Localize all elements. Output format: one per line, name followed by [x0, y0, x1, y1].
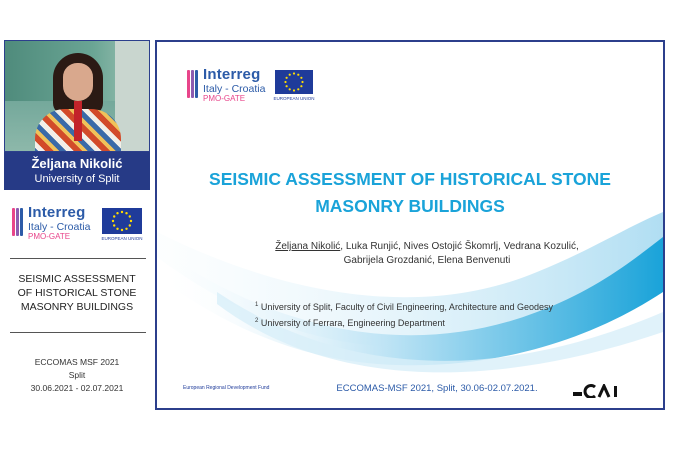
interreg-brand: Interreg — [28, 204, 86, 221]
fund-label: European Regional Development Fund — [183, 385, 270, 391]
sidebar-title-line: SEISMIC ASSESSMENT — [18, 273, 136, 285]
speaker-lanyard — [74, 101, 82, 141]
eccomas-logo-icon — [573, 384, 623, 398]
author-list — [227, 240, 627, 268]
interreg-project: PMO-GATE — [28, 232, 71, 241]
event-city: Split — [68, 370, 86, 380]
event-dates: 30.06.2021 - 02.07.2021 — [30, 383, 124, 393]
interreg-program: Italy - Croatia — [28, 221, 91, 233]
affiliation-text: University of Split, Faculty of Civil Engineering, Architecture and Geodesy — [260, 302, 553, 312]
co-authors-line-2: Gabrijela Grozdanić, Elena Benvenuti — [343, 255, 511, 266]
affiliation-item — [255, 298, 635, 314]
sidebar-title-line: MASONRY BUILDINGS — [20, 301, 134, 313]
interreg-program: Italy - Croatia — [203, 83, 266, 95]
interreg-bars-icon — [187, 70, 199, 98]
sidebar-talk-title — [6, 272, 148, 314]
speaker-affiliation: University of Split — [34, 173, 120, 185]
eu-caption: EUROPEAN UNION — [273, 96, 315, 101]
divider — [10, 332, 146, 333]
eu-flag-icon — [275, 70, 313, 94]
eu-caption: EUROPEAN UNION — [101, 236, 143, 241]
co-authors: , Luka Runjić, Nives Ostojić Škomrlj, Vedrana Kozulić, — [340, 241, 579, 252]
speaker-face — [63, 63, 93, 101]
sidebar-event-info — [6, 356, 148, 395]
interreg-project: PMO-GATE — [203, 94, 246, 103]
sidebar-title-line: OF HISTORICAL STONE — [17, 287, 137, 299]
affiliation-mark: 1 — [255, 302, 259, 308]
affiliation-text: University of Ferrara, Engineering Department — [260, 318, 445, 328]
affiliation-mark: 2 — [255, 318, 259, 324]
event-name: ECCOMAS MSF 2021 — [34, 357, 120, 367]
speaker-nameplate — [4, 152, 150, 190]
speaker-name: Željana Nikolić — [31, 156, 123, 171]
affiliation-item — [255, 314, 635, 330]
affiliation-list — [255, 298, 635, 330]
slide-title-line: MASONRY BUILDINGS — [315, 196, 505, 216]
eu-flag-icon — [102, 208, 142, 234]
interreg-brand: Interreg — [203, 66, 261, 83]
slide-footer: ECCOMAS-MSF 2021, Split, 30.06-02.07.2021. — [336, 383, 538, 394]
speaker-sidebar — [2, 40, 150, 412]
presentation-slide — [155, 40, 665, 410]
interreg-logo — [12, 206, 148, 246]
divider — [10, 258, 146, 259]
speaker-video[interactable] — [4, 40, 150, 152]
slide-title-line: SEISMIC ASSESSMENT OF HISTORICAL STONE — [209, 169, 611, 189]
slide-interreg-logo — [187, 68, 327, 108]
slide-title — [177, 166, 643, 220]
presenting-author: Željana Nikolić — [275, 241, 341, 252]
interreg-bars-icon — [12, 208, 24, 236]
